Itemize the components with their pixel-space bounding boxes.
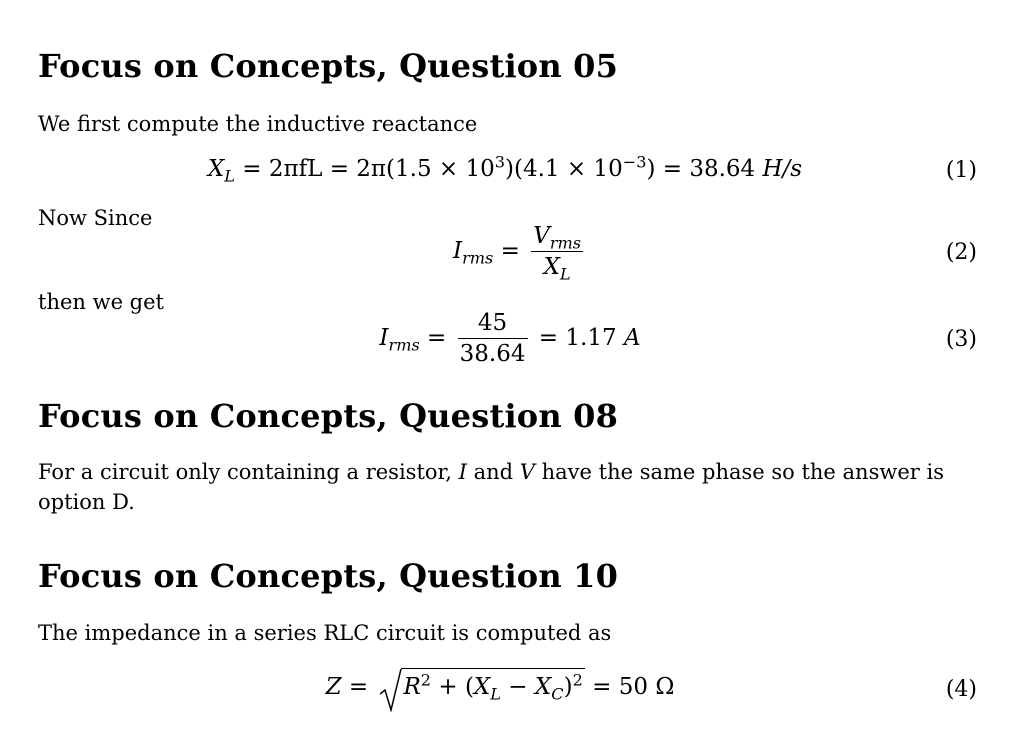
text-now-since: Now Since	[38, 206, 153, 230]
equation-2-number: (2)	[945, 240, 977, 265]
equation-1: $X_L = 2\pi fL = 2\pi(1.5 \times 10^3)(4.1 \times 10^{-3}) = 38.64$ H/s	[207, 152, 803, 186]
fraction-vrms-xl: $\frac{V_{rms}}{X_L}$	[533, 223, 582, 284]
answer-text-q08: For a circuit only containing a resistor, I and V have the same phase so the answer is option D.	[38, 460, 944, 514]
equation-2: $I_{rms}$ = $\frac{V_{rms}}{X_L}$	[452, 223, 582, 284]
equation-3: $I_{rms}$ = $\frac{45}{38.64}$ = 1.17 A	[379, 310, 641, 367]
section-heading-q08: Focus on Concepts, Question 08	[38, 397, 619, 435]
equation-4-number: (4)	[945, 677, 977, 702]
radical-sign-icon	[379, 668, 403, 712]
section-heading-q05: Focus on Concepts, Question 05	[38, 47, 619, 85]
equation-1-number: (1)	[945, 158, 977, 183]
equation-4: Z = $R^2 + (X_L - X_C)^2 = 50$ Ω	[0, 668, 1030, 701]
fraction-45-over-38: $\frac{45}{38.64}$	[459, 310, 526, 367]
intro-text-q10: The impedance in a series RLC circuit is computed as	[38, 621, 612, 645]
equation-3-number: (3)	[945, 327, 977, 352]
section-heading-q10: Focus on Concepts, Question 10	[38, 557, 619, 595]
text-then-we-get: then we get	[38, 290, 164, 314]
square-root: $R^2 + (X_L - X_C)^2$	[379, 668, 584, 701]
intro-text-q05: We first compute the inductive reactance	[38, 112, 478, 136]
